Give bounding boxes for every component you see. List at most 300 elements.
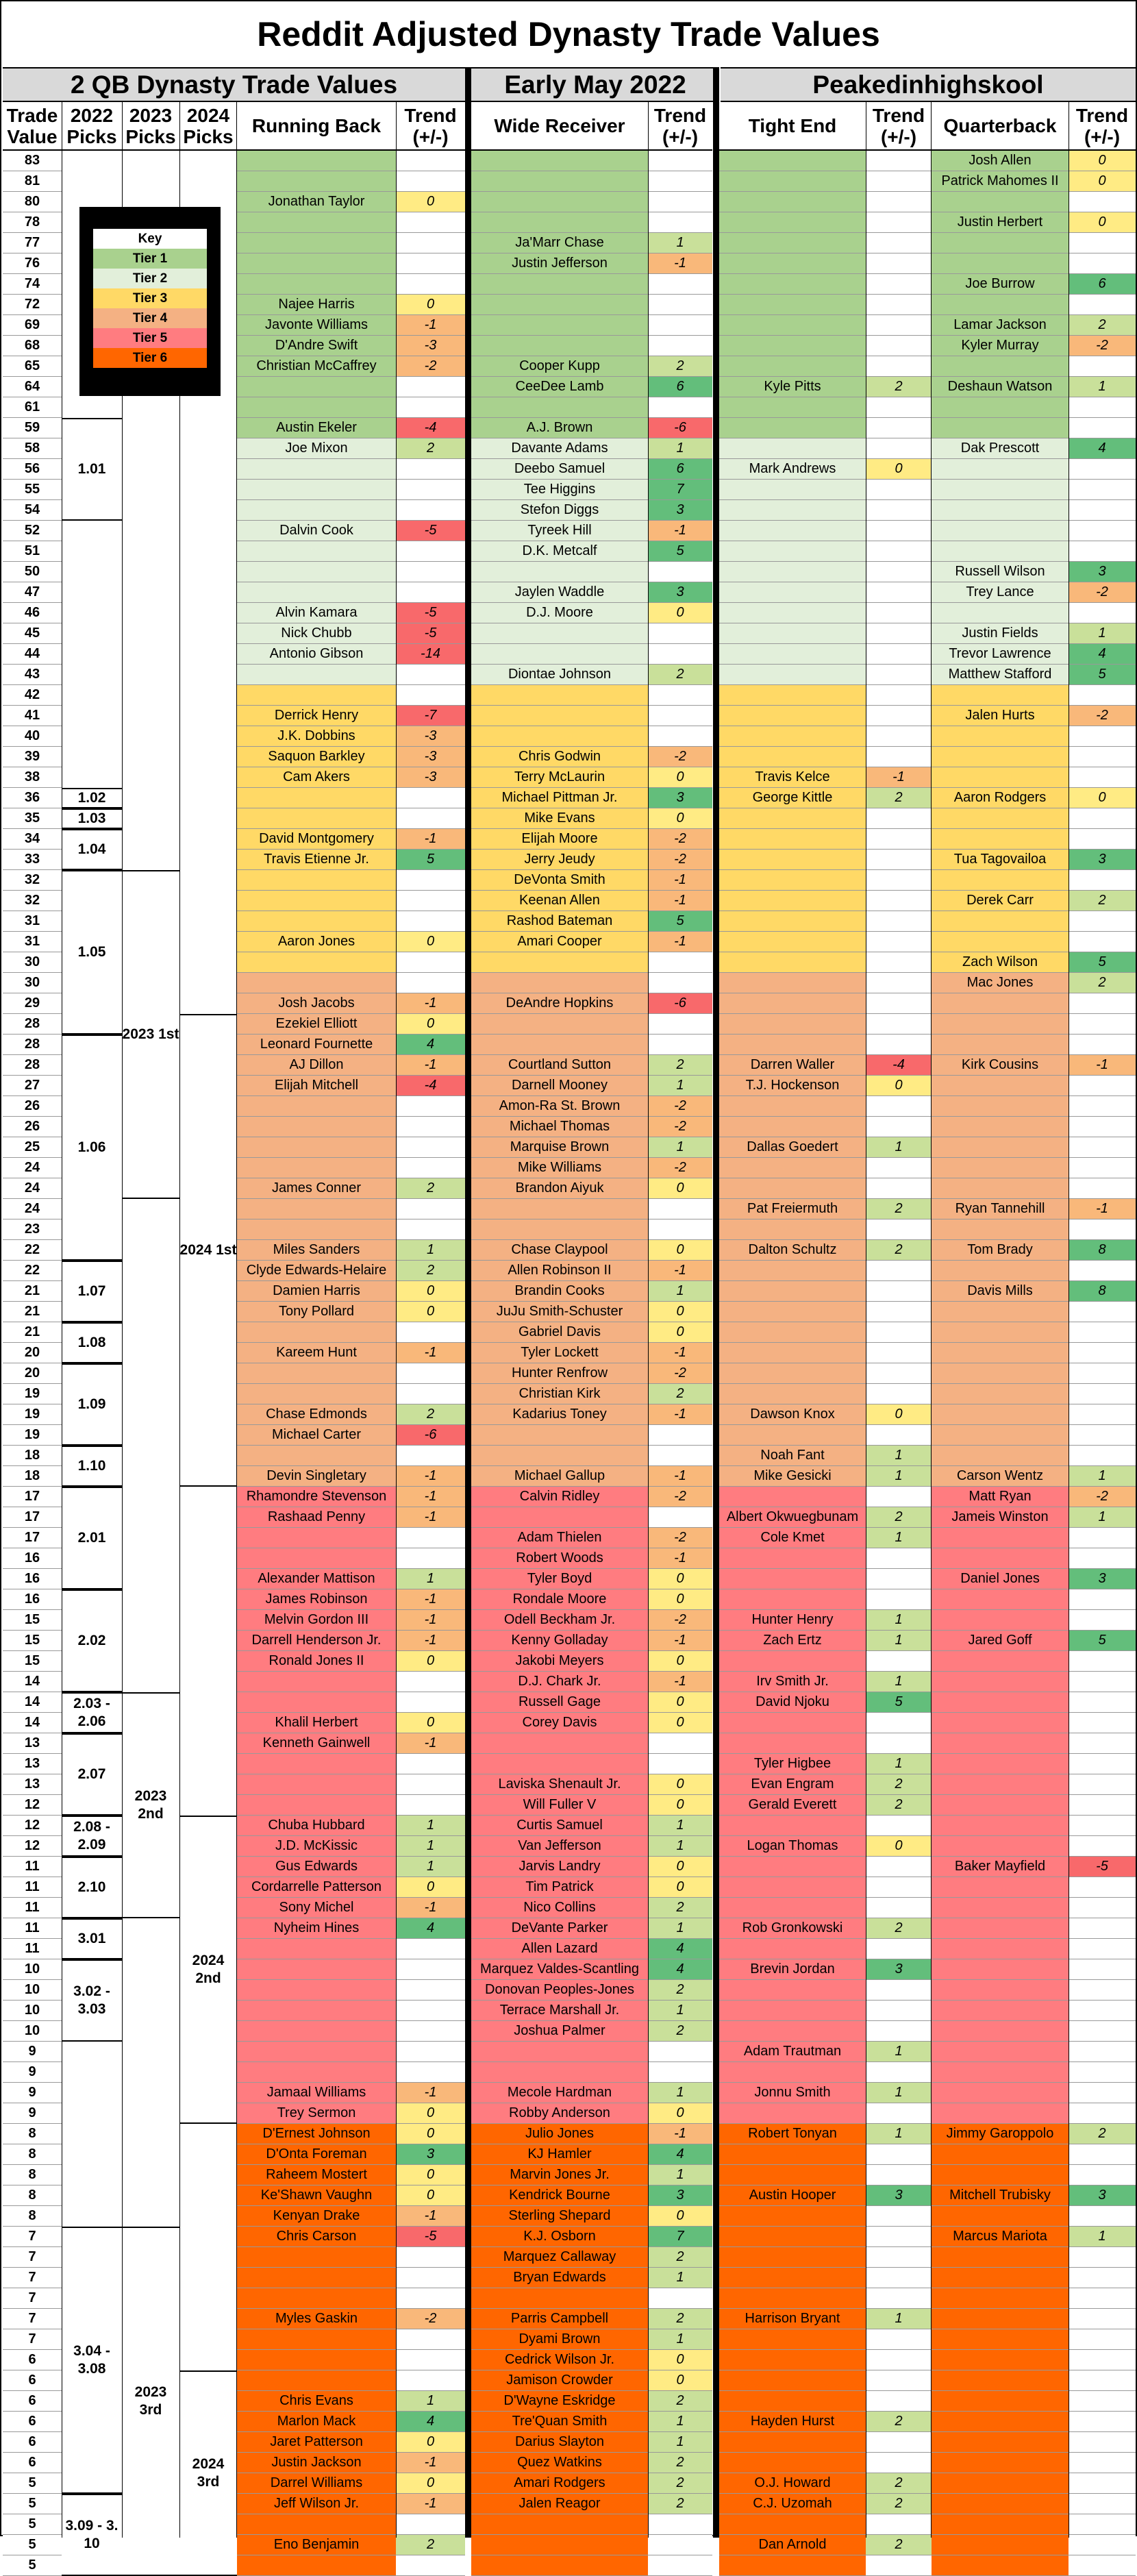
qb-player-cell	[932, 1898, 1069, 1918]
pick-2022-span: 3.01	[62, 1918, 122, 1959]
qb-trend-cell	[1069, 2432, 1136, 2453]
qb-player-cell	[932, 1014, 1069, 1035]
qb-trend-cell	[1069, 2329, 1136, 2350]
column-separator-2	[713, 67, 719, 2538]
rb-player-cell: Ronald Jones II	[237, 1651, 396, 1672]
trade-value-cell: 10	[3, 1980, 62, 2001]
te-trend-cell	[866, 644, 932, 665]
qb-player-cell	[932, 397, 1069, 418]
pick-2022-span: 1.04	[62, 829, 122, 870]
wr-trend-cell: 2	[648, 2473, 712, 2494]
qb-player-cell	[932, 2309, 1069, 2329]
rb-trend-cell: -1	[396, 2494, 465, 2514]
rb-player-cell: Joe Mixon	[237, 438, 396, 459]
te-trend-cell	[866, 973, 932, 993]
te-player-cell	[719, 2432, 866, 2453]
rb-trend-cell	[396, 253, 465, 274]
trade-value-cell: 5	[3, 2494, 62, 2514]
te-trend-cell	[866, 1117, 932, 1137]
trade-value-cell: 69	[3, 315, 62, 336]
trade-value-cell: 42	[3, 685, 62, 706]
wr-trend-cell	[648, 2042, 712, 2062]
rb-player-cell	[237, 2350, 396, 2370]
pick-2022-span: 1.06	[62, 1035, 122, 1261]
te-trend-cell	[866, 192, 932, 212]
trade-value-cell: 72	[3, 295, 62, 315]
te-player-cell	[719, 891, 866, 911]
rb-player-cell	[237, 870, 396, 891]
trade-value-cell: 68	[3, 336, 62, 356]
rb-trend-cell: 1	[396, 2391, 465, 2412]
wr-player-cell: D.J. Chark Jr.	[471, 1672, 648, 1692]
rb-player-cell	[237, 665, 396, 685]
trade-value-cell: 27	[3, 1076, 62, 1096]
rb-player-cell: Jonathan Taylor	[237, 192, 396, 212]
rb-player-cell: Travis Etienne Jr.	[237, 850, 396, 870]
wr-trend-cell: 0	[648, 767, 712, 788]
rb-player-cell: Damien Harris	[237, 1281, 396, 1302]
wr-player-cell	[471, 2535, 648, 2555]
wr-player-cell: Kenny Golladay	[471, 1631, 648, 1651]
wr-trend-cell	[648, 1035, 712, 1055]
wr-player-cell: Marquez Callaway	[471, 2247, 648, 2268]
wr-trend-cell: 1	[648, 1918, 712, 1939]
te-trend-cell: 2	[866, 2494, 932, 2514]
rb-trend-cell	[396, 1980, 465, 2001]
qb-trend-cell	[1069, 2021, 1136, 2042]
qb-trend-cell	[1069, 2062, 1136, 2083]
te-player-cell	[719, 1939, 866, 1959]
rb-player-cell	[237, 377, 396, 397]
rb-trend-cell: 0	[396, 192, 465, 212]
pick-2022-span: 2.02	[62, 1589, 122, 1692]
qb-player-cell	[932, 1754, 1069, 1774]
wr-player-cell: Amari Cooper	[471, 932, 648, 952]
qb-player-cell	[932, 829, 1069, 850]
qb-player-cell: Mitchell Trubisky	[932, 2185, 1069, 2206]
wr-player-cell: Rondale Moore	[471, 1589, 648, 1610]
wr-player-cell: Jaylen Waddle	[471, 582, 648, 603]
qb-trend-cell	[1069, 2103, 1136, 2124]
rb-trend-cell: -7	[396, 706, 465, 726]
te-player-cell	[719, 1487, 866, 1507]
te-player-cell	[719, 274, 866, 295]
qb-trend-cell	[1069, 1302, 1136, 1322]
te-player-cell	[719, 562, 866, 582]
wr-player-cell: Allen Lazard	[471, 1939, 648, 1959]
qb-trend-cell: 0	[1069, 212, 1136, 233]
te-trend-cell: 2	[866, 1240, 932, 1261]
wr-player-cell: Stefon Diggs	[471, 500, 648, 521]
te-player-cell	[719, 973, 866, 993]
rb-trend-cell: -1	[396, 2083, 465, 2103]
qb-trend-cell	[1069, 2165, 1136, 2185]
trade-value-cell: 59	[3, 418, 62, 438]
pick-2024-span: 2024 1st	[179, 1014, 237, 1487]
rb-trend-cell	[396, 2288, 465, 2309]
qb-player-cell	[932, 2555, 1069, 2576]
trade-value-cell: 7	[3, 2309, 62, 2329]
rb-player-cell: J.K. Dobbins	[237, 726, 396, 747]
qb-trend-cell	[1069, 829, 1136, 850]
trade-value-cell: 56	[3, 459, 62, 480]
rb-trend-cell: -1	[396, 2453, 465, 2473]
wr-trend-cell: -2	[648, 1117, 712, 1137]
qb-trend-cell	[1069, 2453, 1136, 2473]
te-player-cell	[719, 253, 866, 274]
trade-value-cell: 5	[3, 2473, 62, 2494]
rb-player-cell: Cam Akers	[237, 767, 396, 788]
te-trend-cell	[866, 521, 932, 541]
trade-value-cell: 12	[3, 1836, 62, 1857]
te-trend-cell: 0	[866, 1404, 932, 1425]
te-trend-cell	[866, 1857, 932, 1877]
trade-value-cell: 11	[3, 1877, 62, 1898]
qb-player-cell	[932, 295, 1069, 315]
qb-trend-cell	[1069, 1035, 1136, 1055]
trade-value-cell: 74	[3, 274, 62, 295]
pick-2023-span: 2023 1st	[122, 870, 179, 1199]
te-player-cell: Travis Kelce	[719, 767, 866, 788]
wr-player-cell: Tyreek Hill	[471, 521, 648, 541]
qb-trend-cell: -5	[1069, 1857, 1136, 1877]
wr-trend-cell: 5	[648, 911, 712, 932]
wr-player-cell: Quez Watkins	[471, 2453, 648, 2473]
te-player-cell: Mark Andrews	[719, 459, 866, 480]
qb-player-cell	[932, 2350, 1069, 2370]
trade-value-cell: 14	[3, 1672, 62, 1692]
rb-trend-cell: 0	[396, 1014, 465, 1035]
wr-trend-cell: -2	[648, 829, 712, 850]
rb-trend-cell	[396, 870, 465, 891]
rb-trend-cell	[396, 1939, 465, 1959]
rb-trend-cell	[396, 459, 465, 480]
te-trend-cell	[866, 2103, 932, 2124]
te-player-cell: Hayden Hurst	[719, 2412, 866, 2432]
rb-player-cell	[237, 1384, 396, 1404]
wr-player-cell: Hunter Renfrow	[471, 1363, 648, 1384]
trade-value-cell: 13	[3, 1754, 62, 1774]
key-tier-3: Tier 3	[93, 288, 207, 308]
pick-2024-span: 2024 3rd	[179, 2370, 237, 2576]
qb-trend-cell	[1069, 1096, 1136, 1117]
qb-player-cell: Jimmy Garoppolo	[932, 2124, 1069, 2144]
qb-trend-cell: 1	[1069, 1507, 1136, 1528]
wr-player-cell: Laviska Shenault Jr.	[471, 1774, 648, 1795]
qb-trend-cell	[1069, 253, 1136, 274]
rb-player-cell: D'Onta Foreman	[237, 2144, 396, 2165]
te-player-cell	[719, 418, 866, 438]
qb-trend-cell	[1069, 2247, 1136, 2268]
rb-trend-cell: 4	[396, 2412, 465, 2432]
wr-player-cell: Kadarius Toney	[471, 1404, 648, 1425]
te-player-cell	[719, 1322, 866, 1343]
pick-2022-span: 2.03 - 2.06	[62, 1692, 122, 1733]
rb-trend-cell: -4	[396, 1076, 465, 1096]
qb-player-cell: Trevor Lawrence	[932, 644, 1069, 665]
qb-trend-cell	[1069, 1692, 1136, 1713]
trade-value-cell: 65	[3, 356, 62, 377]
rb-player-cell: Rhamondre Stevenson	[237, 1487, 396, 1507]
te-trend-cell: 1	[866, 1137, 932, 1158]
te-trend-cell	[866, 1651, 932, 1672]
wr-trend-cell: -2	[648, 1487, 712, 1507]
qb-player-cell	[932, 685, 1069, 706]
qb-trend-cell	[1069, 1898, 1136, 1918]
te-trend-cell	[866, 582, 932, 603]
te-trend-cell	[866, 829, 932, 850]
trade-value-cell: 5	[3, 2555, 62, 2576]
qb-trend-cell	[1069, 2535, 1136, 2555]
qb-trend-cell: 2	[1069, 891, 1136, 911]
wr-player-cell: Terry McLaurin	[471, 767, 648, 788]
qb-player-cell	[932, 1096, 1069, 1117]
rb-trend-cell: -14	[396, 644, 465, 665]
te-trend-cell: 1	[866, 1610, 932, 1631]
wr-player-cell: Mecole Hardman	[471, 2083, 648, 2103]
te-player-cell	[719, 2144, 866, 2165]
qb-player-cell: Dak Prescott	[932, 438, 1069, 459]
rb-player-cell	[237, 1137, 396, 1158]
wr-trend-cell	[648, 295, 712, 315]
te-trend-cell	[866, 623, 932, 644]
column-separator-1	[465, 67, 471, 2538]
qb-trend-cell	[1069, 2350, 1136, 2370]
rb-trend-cell: 0	[396, 1651, 465, 1672]
wr-player-cell: Parris Campbell	[471, 2309, 648, 2329]
wr-trend-cell: 2	[648, 1384, 712, 1404]
trade-value-cell: 19	[3, 1425, 62, 1446]
te-player-cell	[719, 1857, 866, 1877]
trade-value-cell: 11	[3, 1857, 62, 1877]
wr-trend-cell	[648, 1733, 712, 1754]
wr-player-cell: KJ Hamler	[471, 2144, 648, 2165]
trade-value-cell: 46	[3, 603, 62, 623]
qb-trend-cell: 5	[1069, 952, 1136, 973]
trade-value-cell: 80	[3, 192, 62, 212]
trade-value-cell: 10	[3, 2001, 62, 2021]
rb-player-cell: Myles Gaskin	[237, 2309, 396, 2329]
te-player-cell: Zach Ertz	[719, 1631, 866, 1651]
wr-trend-cell	[648, 1199, 712, 1219]
qb-player-cell	[932, 2001, 1069, 2021]
trade-value-cell: 20	[3, 1363, 62, 1384]
trade-value-cell: 64	[3, 377, 62, 397]
wr-player-cell: Elijah Moore	[471, 829, 648, 850]
wr-player-cell: Diontae Johnson	[471, 665, 648, 685]
wr-player-cell	[471, 644, 648, 665]
header-running-back: Running Back	[237, 102, 396, 151]
rb-trend-cell: -2	[396, 356, 465, 377]
wr-player-cell: Michael Pittman Jr.	[471, 788, 648, 808]
te-trend-cell	[866, 726, 932, 747]
trade-value-cell: 12	[3, 1816, 62, 1836]
wr-trend-cell: 1	[648, 1816, 712, 1836]
wr-trend-cell: 0	[648, 1795, 712, 1816]
te-trend-cell	[866, 2247, 932, 2268]
rb-player-cell: Gus Edwards	[237, 1857, 396, 1877]
rb-trend-cell: 3	[396, 2144, 465, 2165]
qb-player-cell	[932, 726, 1069, 747]
wr-trend-cell: 0	[648, 808, 712, 829]
wr-player-cell	[471, 397, 648, 418]
wr-trend-cell: -1	[648, 1631, 712, 1651]
te-player-cell: Pat Freiermuth	[719, 1199, 866, 1219]
qb-player-cell	[932, 356, 1069, 377]
qb-player-cell	[932, 2514, 1069, 2535]
te-player-cell	[719, 295, 866, 315]
te-trend-cell: 1	[866, 1528, 932, 1548]
rb-trend-cell	[396, 2062, 465, 2083]
trade-value-cell: 13	[3, 1733, 62, 1754]
wr-player-cell	[471, 973, 648, 993]
te-trend-cell	[866, 2227, 932, 2247]
te-trend-cell	[866, 274, 932, 295]
wr-trend-cell: 0	[648, 1651, 712, 1672]
qb-player-cell	[932, 1178, 1069, 1199]
rb-trend-cell	[396, 2350, 465, 2370]
qb-trend-cell	[1069, 1404, 1136, 1425]
wr-trend-cell: 2	[648, 1980, 712, 2001]
rb-player-cell: Najee Harris	[237, 295, 396, 315]
wr-trend-cell: -2	[648, 747, 712, 767]
qb-player-cell	[932, 2042, 1069, 2062]
trade-value-cell: 28	[3, 1014, 62, 1035]
qb-player-cell	[932, 1035, 1069, 1055]
qb-player-cell	[932, 1302, 1069, 1322]
te-player-cell	[719, 500, 866, 521]
trade-value-cell: 32	[3, 870, 62, 891]
wr-trend-cell: 2	[648, 2453, 712, 2473]
te-trend-cell	[866, 1281, 932, 1302]
rb-trend-cell: 0	[396, 2165, 465, 2185]
qb-player-cell	[932, 2473, 1069, 2494]
rb-trend-cell: -1	[396, 1631, 465, 1651]
key-tier-1: Tier 1	[93, 249, 207, 269]
qb-player-cell: Jared Goff	[932, 1631, 1069, 1651]
wr-trend-cell	[648, 212, 712, 233]
qb-trend-cell	[1069, 1363, 1136, 1384]
qb-player-cell	[932, 1816, 1069, 1836]
qb-trend-cell	[1069, 1343, 1136, 1363]
wr-player-cell	[471, 2514, 648, 2535]
wr-trend-cell: 0	[648, 1240, 712, 1261]
qb-trend-cell: -2	[1069, 336, 1136, 356]
tier-key	[79, 207, 221, 396]
rb-player-cell: Saquon Barkley	[237, 747, 396, 767]
te-player-cell	[719, 623, 866, 644]
rb-player-cell	[237, 1322, 396, 1343]
rb-player-cell: Sony Michel	[237, 1898, 396, 1918]
te-player-cell	[719, 726, 866, 747]
qb-player-cell	[932, 1795, 1069, 1816]
rb-player-cell	[237, 2021, 396, 2042]
te-player-cell: Rob Gronkowski	[719, 1918, 866, 1939]
qb-trend-cell	[1069, 1733, 1136, 1754]
qb-trend-cell	[1069, 480, 1136, 500]
wr-player-cell: Allen Robinson II	[471, 1261, 648, 1281]
header-te-trend: Trend (+/-)	[866, 102, 932, 151]
qb-player-cell	[932, 2412, 1069, 2432]
te-trend-cell	[866, 418, 932, 438]
rb-trend-cell: 1	[396, 1857, 465, 1877]
header-quarterback: Quarterback	[932, 102, 1069, 151]
pick-2022-span: 2.01	[62, 1487, 122, 1589]
wr-player-cell: A.J. Brown	[471, 418, 648, 438]
rb-player-cell: Kareem Hunt	[237, 1343, 396, 1363]
wr-trend-cell: 0	[648, 2206, 712, 2227]
rb-trend-cell	[396, 1795, 465, 1816]
qb-player-cell	[932, 192, 1069, 212]
qb-player-cell: Jalen Hurts	[932, 706, 1069, 726]
header-wide-receiver: Wide Receiver	[471, 102, 648, 151]
wr-trend-cell: 6	[648, 459, 712, 480]
rb-player-cell: AJ Dillon	[237, 1055, 396, 1076]
qb-trend-cell	[1069, 1959, 1136, 1980]
te-player-cell: George Kittle	[719, 788, 866, 808]
te-trend-cell	[866, 2165, 932, 2185]
wr-player-cell: Tee Higgins	[471, 480, 648, 500]
te-player-cell	[719, 2103, 866, 2124]
rb-trend-cell	[396, 1774, 465, 1795]
trade-value-cell: 17	[3, 1528, 62, 1548]
te-trend-cell: 2	[866, 1918, 932, 1939]
te-trend-cell: 1	[866, 1446, 932, 1466]
rb-trend-cell	[396, 1548, 465, 1569]
rb-trend-cell	[396, 665, 465, 685]
wr-player-cell: Deebo Samuel	[471, 459, 648, 480]
rb-player-cell	[237, 1939, 396, 1959]
wr-trend-cell: 2	[648, 1898, 712, 1918]
qb-trend-cell	[1069, 1754, 1136, 1774]
rb-trend-cell: -1	[396, 1733, 465, 1754]
trade-value-cell: 15	[3, 1631, 62, 1651]
wr-trend-cell: 3	[648, 2185, 712, 2206]
trade-value-cell: 6	[3, 2432, 62, 2453]
wr-trend-cell: -1	[648, 1548, 712, 1569]
rb-player-cell	[237, 1795, 396, 1816]
wr-trend-cell: 0	[648, 1589, 712, 1610]
rb-player-cell: D'Andre Swift	[237, 336, 396, 356]
rb-player-cell: Melvin Gordon III	[237, 1610, 396, 1631]
wr-trend-cell: 0	[648, 2370, 712, 2391]
rb-player-cell: Kenyan Drake	[237, 2206, 396, 2227]
qb-player-cell	[932, 2268, 1069, 2288]
pick-2022-span: 1.01	[62, 418, 122, 521]
te-player-cell: Albert Okwuegbunam	[719, 1507, 866, 1528]
qb-player-cell	[932, 2288, 1069, 2309]
qb-player-cell	[932, 2103, 1069, 2124]
qb-player-cell	[932, 1610, 1069, 1631]
trade-value-cell: 22	[3, 1240, 62, 1261]
wr-trend-cell: -2	[648, 850, 712, 870]
te-trend-cell	[866, 295, 932, 315]
te-trend-cell	[866, 2514, 932, 2535]
rb-trend-cell	[396, 1363, 465, 1384]
te-trend-cell	[866, 1487, 932, 1507]
te-trend-cell	[866, 315, 932, 336]
qb-player-cell	[932, 1548, 1069, 1569]
rb-trend-cell	[396, 171, 465, 192]
qb-player-cell	[932, 1939, 1069, 1959]
qb-player-cell	[932, 1322, 1069, 1343]
qb-trend-cell: 4	[1069, 644, 1136, 665]
rb-trend-cell	[396, 952, 465, 973]
trade-value-cell: 22	[3, 1261, 62, 1281]
te-trend-cell	[866, 1816, 932, 1836]
te-player-cell	[719, 582, 866, 603]
te-player-cell	[719, 829, 866, 850]
